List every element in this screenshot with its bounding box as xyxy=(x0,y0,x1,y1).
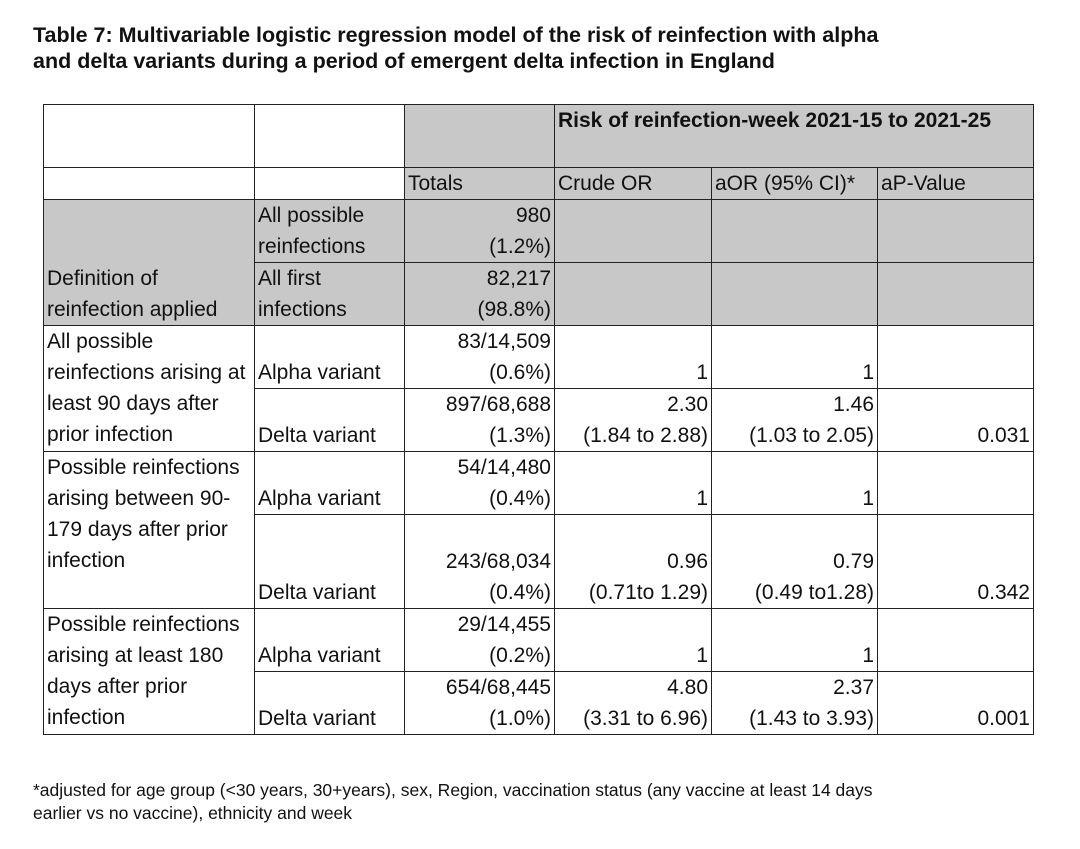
aor-cell xyxy=(712,672,878,735)
total-count: 897/68,688 xyxy=(445,393,551,416)
header-row-period xyxy=(44,105,1034,168)
total-percent: (0.4%) xyxy=(489,487,551,510)
variant-cell: Delta variant xyxy=(255,389,405,452)
aor-cell xyxy=(712,452,878,515)
summary-row xyxy=(44,200,1034,263)
table-title-line-1: Table 7: Multivariable logistic regression model of the risk of reinfection with alpha xyxy=(33,23,879,47)
column-header-p-value: aP-Value xyxy=(878,168,1034,200)
group-label: All possible reinfections arising at least 90 days after prior infection xyxy=(44,326,255,452)
p-value-cell: 0.031 xyxy=(878,389,1034,452)
table-title-line-2: and delta variants during a period of emergent delta infection in England xyxy=(33,49,775,73)
variant-cell: Alpha variant xyxy=(255,326,405,389)
group-label: Possible reinfections arising between 90-179 days after prior infection xyxy=(44,452,255,609)
crude-or-cell xyxy=(555,672,712,735)
aor-value: 1 xyxy=(862,361,874,384)
crude-or-value: 1 xyxy=(696,361,708,384)
variant-cell: Alpha variant xyxy=(255,452,405,515)
total-cell xyxy=(405,672,555,735)
crude-or-ci: (3.31 to 6.96) xyxy=(583,707,708,730)
crude-or-cell xyxy=(555,326,712,389)
summary-row-label: All first infections xyxy=(255,263,405,326)
total-count: 243/68,034 xyxy=(445,550,551,573)
total-count: 654/68,445 xyxy=(445,676,551,699)
column-header-totals: Totals xyxy=(405,168,555,200)
footnote xyxy=(33,779,1043,825)
crude-or-cell xyxy=(555,609,712,672)
crude-or-value: 1 xyxy=(696,644,708,667)
empty-cell xyxy=(555,263,712,326)
footnote-line-1: *adjusted for age group (<30 years, 30+years), sex, Region, vaccination status (any vaccine at least 14 days xyxy=(33,780,873,800)
total-cell xyxy=(405,389,555,452)
crude-or-ci: (1.84 to 2.88) xyxy=(583,424,708,447)
header-empty-cell xyxy=(44,105,255,168)
p-value-cell xyxy=(878,326,1034,389)
summary-row-label: All possible reinfections xyxy=(255,200,405,263)
header-empty-cell xyxy=(405,105,555,168)
row-group-label: Definition of reinfection applied xyxy=(44,200,255,326)
aor-value: 1.46 xyxy=(833,393,874,416)
total-percent: (98.8%) xyxy=(477,298,551,321)
aor-ci: (0.49 to1.28) xyxy=(754,581,874,604)
crude-or-value: 1 xyxy=(696,487,708,510)
crude-or-value: 0.96 xyxy=(667,550,708,573)
aor-cell xyxy=(712,515,878,609)
column-header-crude-or: Crude OR xyxy=(555,168,712,200)
table-row xyxy=(44,609,1034,672)
p-value-cell: 0.001 xyxy=(878,672,1034,735)
aor-value: 1 xyxy=(862,644,874,667)
regression-table xyxy=(43,104,1034,735)
aor-cell xyxy=(712,326,878,389)
total-count: 82,217 xyxy=(486,267,551,290)
total-percent: (1.3%) xyxy=(489,424,551,447)
crude-or-cell xyxy=(555,389,712,452)
empty-cell xyxy=(712,263,878,326)
total-cell xyxy=(405,326,555,389)
variant-cell: Delta variant xyxy=(255,672,405,735)
footnote-line-2: earlier vs no vaccine), ethnicity and week xyxy=(33,803,353,823)
crude-or-value: 4.80 xyxy=(667,676,708,699)
total-cell xyxy=(405,452,555,515)
table-row xyxy=(44,326,1034,389)
header-empty-cell xyxy=(255,105,405,168)
summary-total-cell xyxy=(405,263,555,326)
total-cell xyxy=(405,609,555,672)
aor-ci: (1.43 to 3.93) xyxy=(749,707,874,730)
header-empty-cell xyxy=(255,168,405,200)
header-empty-cell xyxy=(44,168,255,200)
total-percent: (0.4%) xyxy=(489,581,551,604)
crude-or-value: 2.30 xyxy=(667,393,708,416)
total-percent: (1.0%) xyxy=(489,707,551,730)
total-cell xyxy=(405,515,555,609)
table-row xyxy=(44,452,1034,515)
column-header-aor: aOR (95% CI)* xyxy=(712,168,878,200)
table-title xyxy=(33,22,1043,74)
aor-value: 2.37 xyxy=(833,676,874,699)
variant-cell: Delta variant xyxy=(255,515,405,609)
variant-cell: Alpha variant xyxy=(255,609,405,672)
crude-or-cell xyxy=(555,515,712,609)
empty-cell xyxy=(878,200,1034,263)
total-count: 54/14,480 xyxy=(457,456,551,479)
total-count: 83/14,509 xyxy=(457,330,551,353)
header-row-columns xyxy=(44,168,1034,200)
group-label: Possible reinfections arising at least 180 days after prior infection xyxy=(44,609,255,735)
total-percent: (0.2%) xyxy=(489,644,551,667)
p-value-cell xyxy=(878,609,1034,672)
aor-ci: (1.03 to 2.05) xyxy=(749,424,874,447)
p-value-cell: 0.342 xyxy=(878,515,1034,609)
crude-or-ci: (0.71to 1.29) xyxy=(588,581,708,604)
aor-value: 0.79 xyxy=(833,550,874,573)
total-count: 29/14,455 xyxy=(457,613,551,636)
summary-total-cell xyxy=(405,200,555,263)
aor-cell xyxy=(712,389,878,452)
crude-or-cell xyxy=(555,452,712,515)
aor-value: 1 xyxy=(862,487,874,510)
p-value-cell xyxy=(878,452,1034,515)
total-percent: (1.2%) xyxy=(489,235,551,258)
aor-cell xyxy=(712,609,878,672)
empty-cell xyxy=(712,200,878,263)
header-period: Risk of reinfection-week 2021-15 to 2021-25 xyxy=(555,105,1034,168)
total-percent: (0.6%) xyxy=(489,361,551,384)
empty-cell xyxy=(878,263,1034,326)
total-count: 980 xyxy=(515,204,551,227)
empty-cell xyxy=(555,200,712,263)
